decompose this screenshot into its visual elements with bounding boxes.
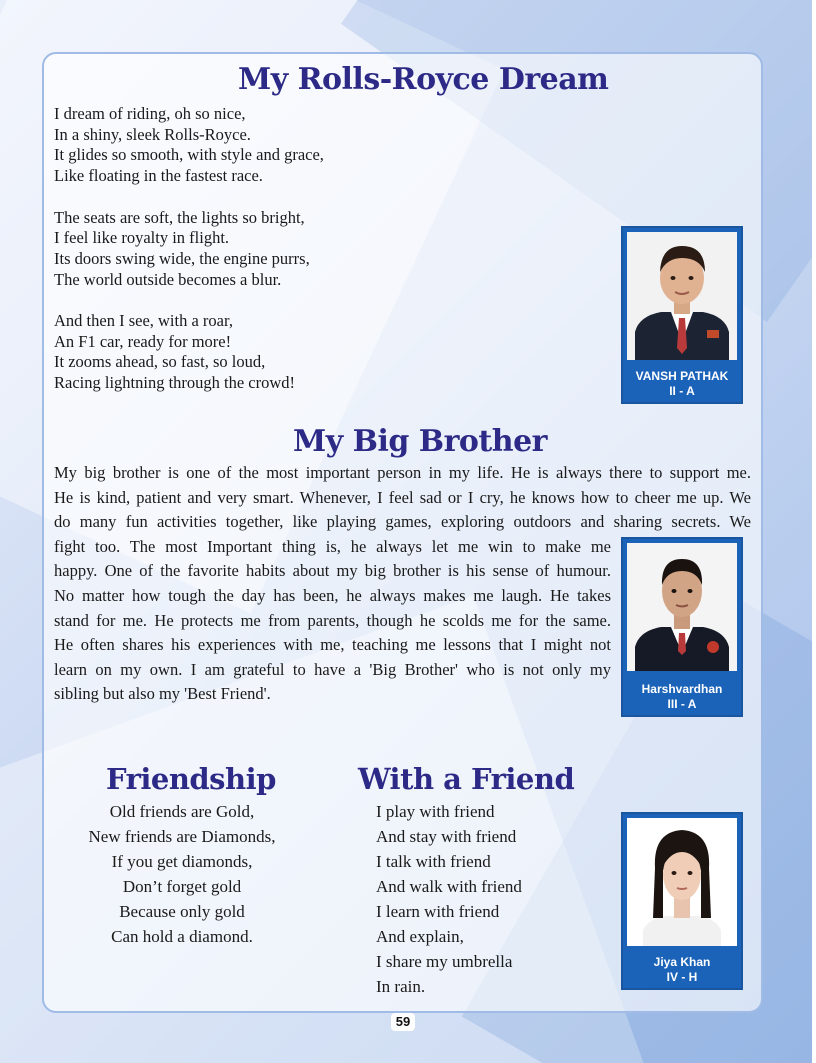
poem-line: Because only gold (119, 902, 245, 921)
poem-line: New friends are Diamonds, (88, 827, 276, 846)
student-photo-card (621, 226, 743, 404)
student-class: IV - H (666, 970, 698, 984)
student-caption (623, 955, 741, 985)
poem-line: It glides so smooth, with style and grace, (54, 145, 324, 165)
essay-title-big-brother: My Big Brother (293, 424, 547, 459)
poem-line: Don’t forget gold (122, 877, 242, 896)
poem-line: I play with friend (376, 802, 495, 821)
poem-line: And explain, (376, 927, 464, 946)
poem-line: I dream of riding, oh so nice, (54, 104, 246, 123)
student-class: III - A (667, 697, 697, 711)
poem-line: I learn with friend (376, 902, 500, 921)
student-photo (627, 232, 737, 360)
student-caption (623, 369, 741, 399)
student-class: II - A (669, 384, 695, 398)
poem-line: It zooms ahead, so fast, so loud, (54, 352, 266, 372)
poem-line: I feel like royalty in flight. (54, 228, 230, 248)
poem-line: If you get diamonds, (111, 852, 253, 871)
poem-line: The seats are soft, the lights so bright, (54, 207, 305, 227)
poem-line: And stay with friend (376, 827, 517, 846)
poem-line: An F1 car, ready for more! (54, 331, 232, 351)
essay-line: He is kind, patient and very smart. Whenever, I feel sad or I cry, he knows how to cheer me up. We (54, 487, 751, 507)
student-photo-card (621, 537, 743, 717)
student-photo (627, 818, 737, 946)
poem-line: Like floating in the fastest race. (54, 166, 263, 186)
poem-line: Racing lightning through the crowd! (54, 373, 296, 393)
poem-friendship (54, 799, 310, 949)
poem-line: The world outside becomes a blur. (54, 269, 282, 289)
poem-line: Can hold a diamond. (111, 927, 253, 946)
student-photo-card (621, 812, 743, 990)
poem-line: Its doors swing wide, the engine purrs, (54, 248, 310, 268)
student-caption (623, 682, 741, 712)
essay-line: do many fun activities together, like playing games, exploring outdoors and sharing secrets. We (54, 512, 751, 532)
poem-line: In rain. (376, 977, 426, 996)
essay-line: No matter how tough the day has been, he always makes me laugh. He takes (54, 585, 611, 605)
student-name: VANSH PATHAK (635, 369, 729, 383)
student-name: Harshvardhan (641, 682, 723, 696)
essay-line: He often shares his experiences with me, teaching me lessons that I might not (54, 635, 611, 655)
poem-line: In a shiny, sleek Rolls-Royce. (54, 124, 251, 144)
poem-line: I share my umbrella (376, 952, 513, 971)
student-photo (627, 543, 737, 671)
essay-line: stand for me. He protects me from parents, though he scolds me for the same. (54, 610, 611, 630)
poem-line: And then I see, with a roar, (54, 311, 233, 330)
essay-line: My big brother is one of the most important person in my life. He is always there to support me. (54, 463, 751, 482)
poem-line: And walk with friend (376, 877, 522, 896)
essay-line: sibling but also my 'Best Friend'. (54, 684, 271, 704)
essay-line: fight too. The most Important thing is, he always let me win to make me (54, 536, 611, 556)
page-number: 59 (391, 1013, 415, 1031)
poem-title-friendship: Friendship (106, 762, 276, 796)
poem-title-with-a-friend: With a Friend (358, 762, 575, 796)
essay-line: learn on my own. I am grateful to have a 'Big Brother' who is not only my (54, 659, 611, 679)
student-name: Jiya Khan (653, 955, 711, 969)
poem-with-a-friend (376, 799, 522, 999)
poem-line: I talk with friend (376, 852, 491, 871)
poem-line: Old friends are Gold, (109, 802, 255, 821)
poem-title-rolls-royce: My Rolls-Royce Dream (238, 62, 609, 97)
poem-rolls-royce (54, 104, 324, 394)
essay-line: happy. One of the favorite habits about my big brother is his sense of humour. (54, 561, 611, 581)
